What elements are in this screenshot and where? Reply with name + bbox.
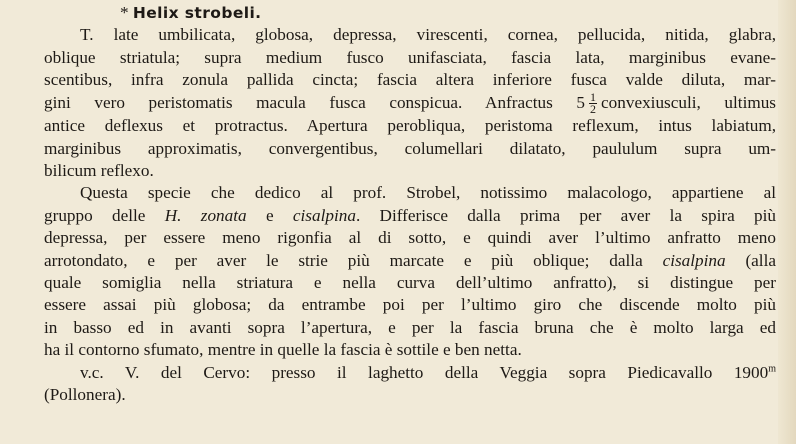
latin-line-7: bilicum reflexo.: [44, 160, 154, 180]
latin-line-5: antice deflexus et protractus. Apertura perobliqua, peristoma reflexum, intus labiatum,: [44, 116, 776, 136]
text-fragment: e: [246, 205, 293, 225]
latin-line-4b: convexiusculi, ultimus: [601, 92, 776, 112]
species-name: Helix strobeli.: [132, 4, 262, 22]
fraction: [589, 92, 597, 115]
locality-text: v.c. V. del Cervo: presso il laghetto della Veggia sopra Piedicavallo 1900: [80, 362, 769, 382]
italian-line-8: ha il contorno sfumato, mentre in quelle la fascia è sottile e ben netta.: [44, 340, 522, 360]
italian-line-5: quale somiglia nella striatura e nella curva dell’ultimo anfratto), si distingue per: [44, 273, 776, 293]
latin-line-2: oblique striatula; supra medium fusco unifasciata, fascia lata, marginibus evane-: [44, 47, 776, 67]
text-fragment: arrotondato, e per aver le strie più marcate e più oblique; dalla: [44, 250, 663, 270]
text-fragment: gruppo delle: [44, 205, 165, 225]
taxon-zonata: H. zonata: [164, 205, 247, 225]
taxon-cisalpina-2: cisalpina: [662, 250, 726, 270]
fraction-numerator: 1: [590, 90, 597, 105]
locality-line-2: (Pollonera).: [44, 385, 126, 405]
italian-line-7: in basso ed in avanti sopra l’apertura, e per la fascia bruna che è molto larga ed: [44, 317, 776, 337]
taxon-cisalpina: cisalpina: [292, 205, 356, 225]
italian-line-1: Questa specie che dedico al prof. Strobel, notissimo malacologo, appartiene al: [80, 183, 776, 203]
altitude-unit: m: [768, 362, 776, 374]
page-edge-shadow: [778, 0, 796, 444]
latin-line-3: scentibus, infra zonula pallida cincta; fascia altera inferiore fusca valde diluta, mar-: [44, 70, 776, 90]
text-fragment: (alla: [725, 250, 776, 270]
italian-description: [44, 182, 776, 361]
italian-line-4: [44, 250, 776, 272]
latin-description: [44, 24, 776, 182]
document-page: [44, 0, 776, 406]
latin-line-6: marginibus approximatis, convergentibus, columellari dilatato, paululum supra um-: [44, 138, 776, 158]
fraction-denominator: 2: [590, 102, 597, 117]
italian-line-3: depressa, per essere meno rigonfia al di sotto, e quindi aver l’ultimo anfratto meno: [44, 228, 776, 248]
locality-line-1: [44, 362, 776, 384]
latin-line-1: T. late umbilicata, globosa, depressa, virescenti, cornea, pellucida, nitida, glabra,: [80, 25, 776, 45]
italian-line-6: essere assai più globosa; da entrambe poi per l’ultimo giro che discende molto più: [44, 295, 776, 315]
locality-note: [44, 362, 776, 407]
heading-asterisk: *: [120, 3, 129, 22]
latin-line-4: [44, 92, 776, 116]
text-fragment: . Differisce dalla prima per aver la spira più: [355, 205, 776, 225]
italian-line-2: [44, 205, 776, 227]
species-heading: [44, 2, 776, 24]
latin-line-4a: gini vero peristomatis macula fusca conspicua. Anfractus 5: [44, 92, 586, 112]
